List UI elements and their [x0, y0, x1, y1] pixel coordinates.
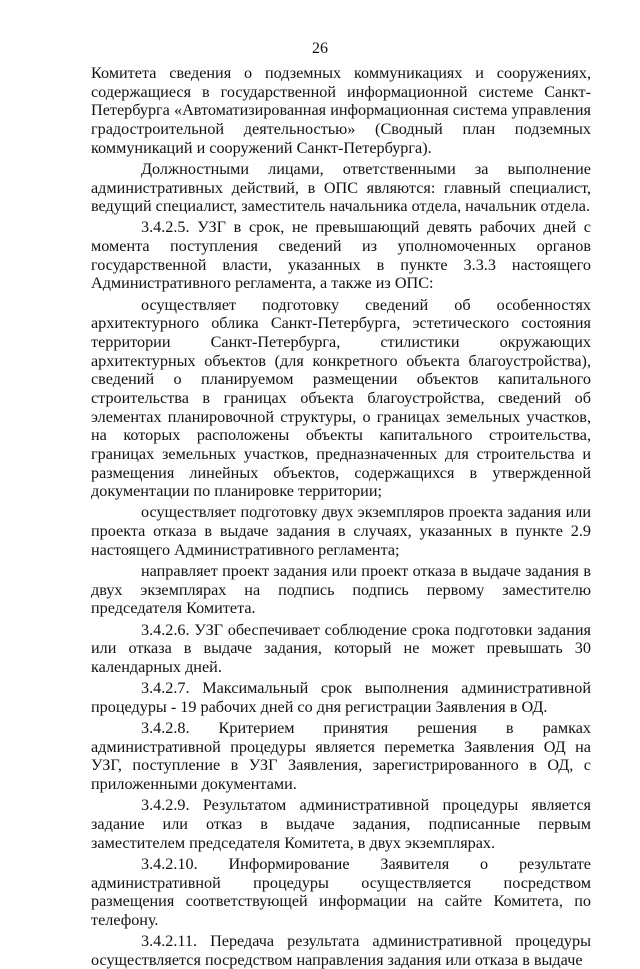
paragraph-responsible-persons: Должностными лицами, ответственными за выполнение административных действий, в ОПС являются: главный специалист, ведущий специалист, заместитель начальника отдела, начальник отдела.	[91, 159, 591, 216]
paragraph-3-4-2-11: 3.4.2.11. Передача результата административной процедуры осуществляется посредством направления задания или отказа в выдаче	[91, 932, 591, 969]
paragraph-3-4-2-8: 3.4.2.8. Критерием принятия решения в рамках административной процедуры является переметка Заявления ОД на УЗГ, поступление в УЗГ Заявления, зарегистрированного в ОД, с приложенными документами.	[91, 719, 591, 794]
paragraph-prepare-copies: осуществляет подготовку двух экземпляров проекта задания или проекта отказа в выдаче задания в случаях, указанных в пункте 2.9 настоящего Административного регламента;	[91, 503, 591, 559]
paragraph-send-for-signature: направляет проект задания или проект отказа в выдаче задания в двух экземплярах на подпись подпись первому заместителю председателя Комитета.	[91, 562, 591, 618]
page-number: 26	[312, 40, 328, 57]
paragraph-prepare-info: осуществляет подготовку сведений об особенностях архитектурного облика Санкт-Петербурга, эстетического состояния территории Санкт-Петербурга, стилистики окружающих архитектурных объектов (для конкретного объекта благоустройства), сведений о планируемом размещении объектов капитального строительства в границах объекта благоустройства, сведений об элементах планировочной структуры, о границах земельных участков, на которых расположены объекты капитального строительства, границах земельных участков, предназначенных для строительства и размещения линейных объектов, содержащихся в утвержденной документации по планировке территории;	[91, 295, 591, 501]
paragraph-3-4-2-9: 3.4.2.9. Результатом административной процедуры является задание или отказ в выдаче задания, подписанные первым заместителем председателя Комитета, в двух экземплярах.	[91, 796, 591, 852]
paragraph-3-4-2-6: 3.4.2.6. УЗГ обеспечивает соблюдение срока подготовки задания или отказа в выдаче задания, который не может превышать 30 календарных дней.	[91, 620, 591, 676]
document-body	[91, 64, 591, 969]
paragraph-3-4-2-7: 3.4.2.7. Максимальный срок выполнения административной процедуры - 19 рабочих дней со дня регистрации Заявления в ОД.	[91, 679, 591, 716]
paragraph-3-4-2-10: 3.4.2.10. Информирование Заявителя о результате административной процедуры осуществляется посредством размещения соответствующей информации на сайте Комитета, по телефону.	[91, 854, 591, 929]
paragraph-continuation: Комитета сведения о подземных коммуникациях и сооружениях, содержащиеся в государственной информационной системе Санкт-Петербурга «Автоматизированная информационная система управления градостроительной деятельностью» (Сводный план подземных коммуникаций и сооружений Санкт-Петербурга).	[91, 64, 591, 157]
paragraph-3-4-2-5: 3.4.2.5. УЗГ в срок, не превышающий девять рабочих дней с момента поступления сведений из уполномоченных органов государственной власти, указанных в пункте 3.3.3 настоящего Административного регламента, а также из ОПС:	[91, 218, 591, 293]
